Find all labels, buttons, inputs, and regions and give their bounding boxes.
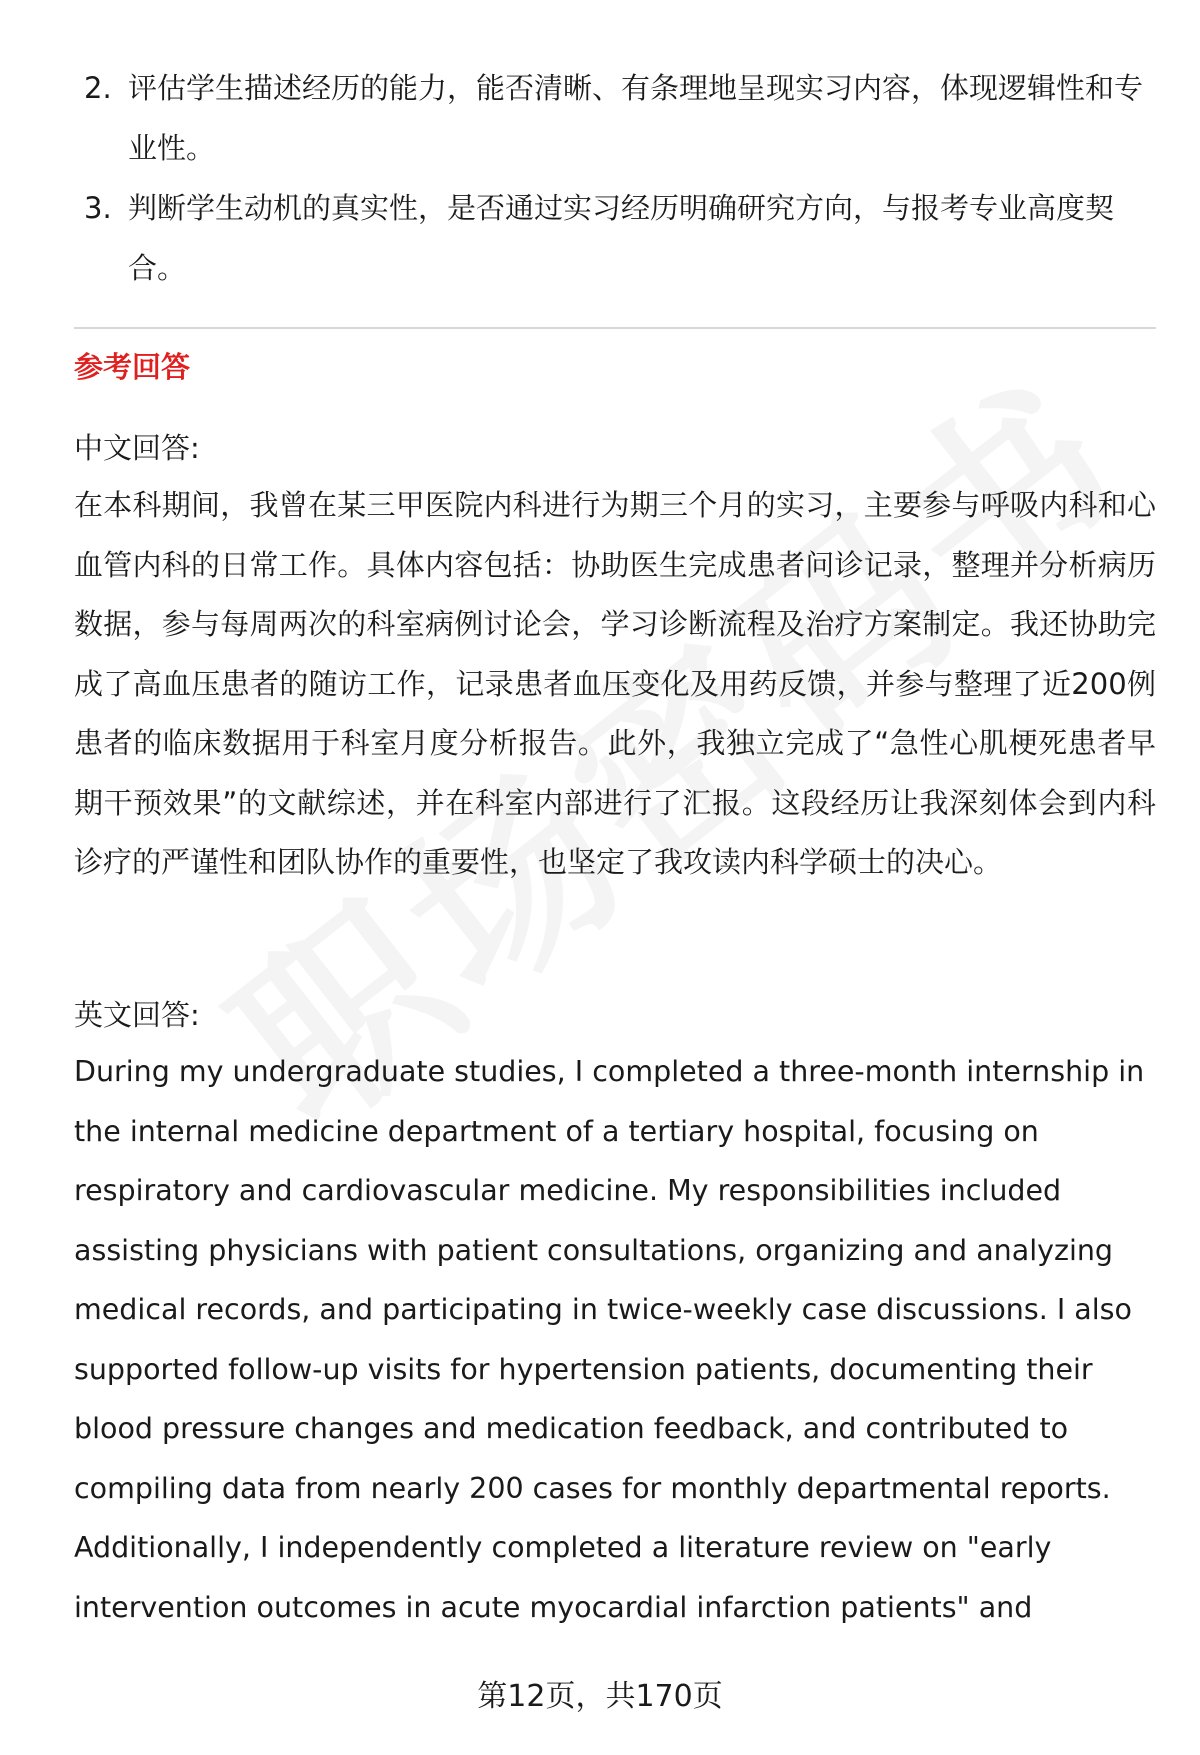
list-item-text: 评估学生描述经历的能力，能否清晰、有条理地呈现实习内容，体现逻辑性和专业性。 [128,71,1144,165]
list-item-number: 2. [84,71,112,105]
criteria-list [74,58,1154,298]
list-item [74,178,1154,298]
list-item-text: 判断学生动机的真实性，是否通过实习经历明确研究方向，与报考专业高度契合。 [128,191,1115,285]
chinese-answer-label: 中文回答: [74,431,200,465]
list-item [74,58,1154,178]
english-answer-text: During my undergraduate studies, I completed a three-month internship in the internal medicine department of a tertiary hospital, focusing on respiratory and cardiovascular medicine. My responsibilities included assisting physicians with patient consultations, organizing and analyzing medical records, and participating in twice-weekly case discussions. I also supported follow-up visits for hypertension patients, documenting their blood pressure changes and medication feedback, and contributed to compiling data from nearly 200 cases for monthly departmental reports. Additionally, I independently completed a literature review on "early intervention outcomes in acute myocardial infarction patients" and [74,1055,1145,1624]
page-number: 第12页，共170页 [477,1679,723,1714]
list-item-number: 3. [84,191,112,225]
chinese-answer-text: 在本科期间，我曾在某三甲医院内科进行为期三个月的实习，主要参与呼吸内科和心血管内科的日常工作。具体内容包括：协助医生完成患者问诊记录，整理并分析病历数据，参与每周两次的科室病例讨论会，学习诊断流程及治疗方案制定。我还协助完成了高血压患者的随访工作，记录患者血压变化及用药反馈，并参与整理了近200例患者的临床数据用于科室月度分析报告。此外，我独立完成了“急性心肌梗死患者早期干预效果”的文献综述，并在科室内部进行了汇报。这段经历让我深刻体会到内科诊疗的严谨性和团队协作的重要性，也坚定了我攻读内科学硕士的决心。 [74,488,1156,879]
reference-answer-heading: 参考回答 [74,350,191,384]
section-divider [74,327,1156,329]
english-answer-label: 英文回答: [74,998,200,1032]
